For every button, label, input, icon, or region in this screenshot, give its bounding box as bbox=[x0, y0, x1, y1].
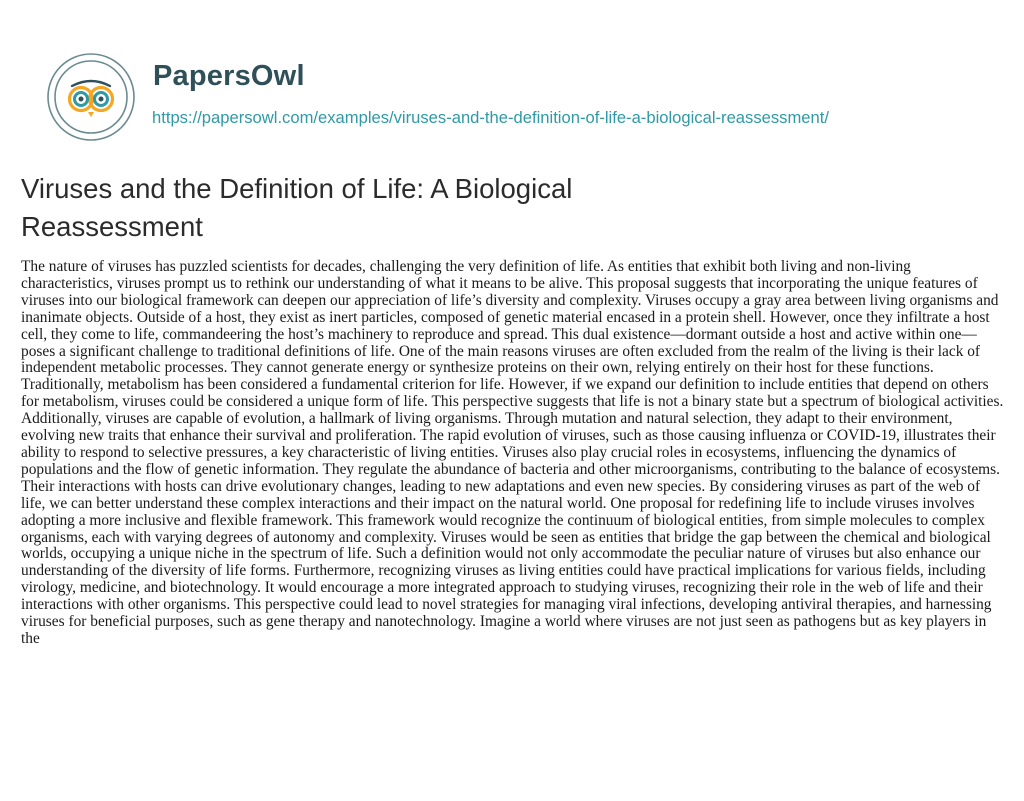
owl-logo-graphic bbox=[46, 52, 136, 142]
brand-name[interactable]: PapersOwl bbox=[153, 60, 305, 92]
owl-eyes-icon[interactable] bbox=[46, 52, 136, 142]
site-header bbox=[46, 52, 1006, 142]
page-title: Viruses and the Definition of Life: A Biological Reassessment bbox=[21, 173, 573, 242]
essay-body: The nature of viruses has puzzled scientists for decades, challenging the very definition of life. As entities that exhibit both living and non-living characteristics, viruses prompt us to rethink our understanding of what it means to be alive. This proposal suggests that incorporating the unique features of viruses into our biological framework can deepen our appreciation of life’s diversity and complexity. Viruses occupy a gray area between living organisms and inanimate objects. Outside of a host, they exist as inert particles, composed of genetic material encased in a protein shell. However, once they infiltrate a host cell, they come to life, commandeering the host’s machinery to reproduce and spread. This dual existence—dormant outside a host and active within one—poses a significant challenge to traditional definitions of life. One of the main reasons viruses are often excluded from the realm of the living is their lack of independent metabolic processes. They cannot generate energy or synthesize proteins on their own, relying entirely on their host for these functions. Traditionally, metabolism has been considered a fundamental criterion for life. However, if we expand our definition to include entities that depend on others for metabolism, viruses could be considered a unique form of life. This perspective suggests that life is not a binary state but a spectrum of biological activities. Additionally, viruses are capable of evolution, a hallmark of living organisms. Through mutation and natural selection, they adapt to their environment, evolving new traits that enhance their survival and proliferation. The rapid evolution of viruses, such as those causing influenza or COVID-19, illustrates their ability to respond to selective pressures, a key characteristic of living entities. Viruses also play crucial roles in ecosystems, influencing the dynamics of populations and the flow of genetic information. They regulate the abundance of bacteria and other microorganisms, contributing to the balance of ecosystems. Their interactions with hosts can drive evolutionary changes, leading to new adaptations and even new species. By considering viruses as part of the web of life, we can better understand these complex interactions and their impact on the natural world. One proposal for redefining life to include viruses involves adopting a more inclusive and flexible framework. This framework would recognize the continuum of biological entities, from simple molecules to complex organisms, each with varying degrees of autonomy and complexity. Viruses would be seen as entities that bridge the gap between the chemical and biological worlds, occupying a unique niche in the spectrum of life. Such a definition would not only accommodate the peculiar nature of viruses but also enhance our understanding of the diversity of life forms. Furthermore, recognizing viruses as living entities could have practical implications for various fields, including virology, medicine, and biotechnology. It would encourage a more integrated approach to studying viruses, recognizing their role in the web of life and their interactions with other organisms. This perspective could lead to novel strategies for managing viral infections, developing antiviral therapies, and harnessing viruses for beneficial purposes, such as gene therapy and nanotechnology. Imagine a world where viruses are not just seen as pathogens but as key players in the bbox=[21, 258, 1004, 647]
source-url-link[interactable]: https://papersowl.com/examples/viruses-and-the-definition-of-life-a-biological-reassessment/ bbox=[152, 108, 829, 127]
